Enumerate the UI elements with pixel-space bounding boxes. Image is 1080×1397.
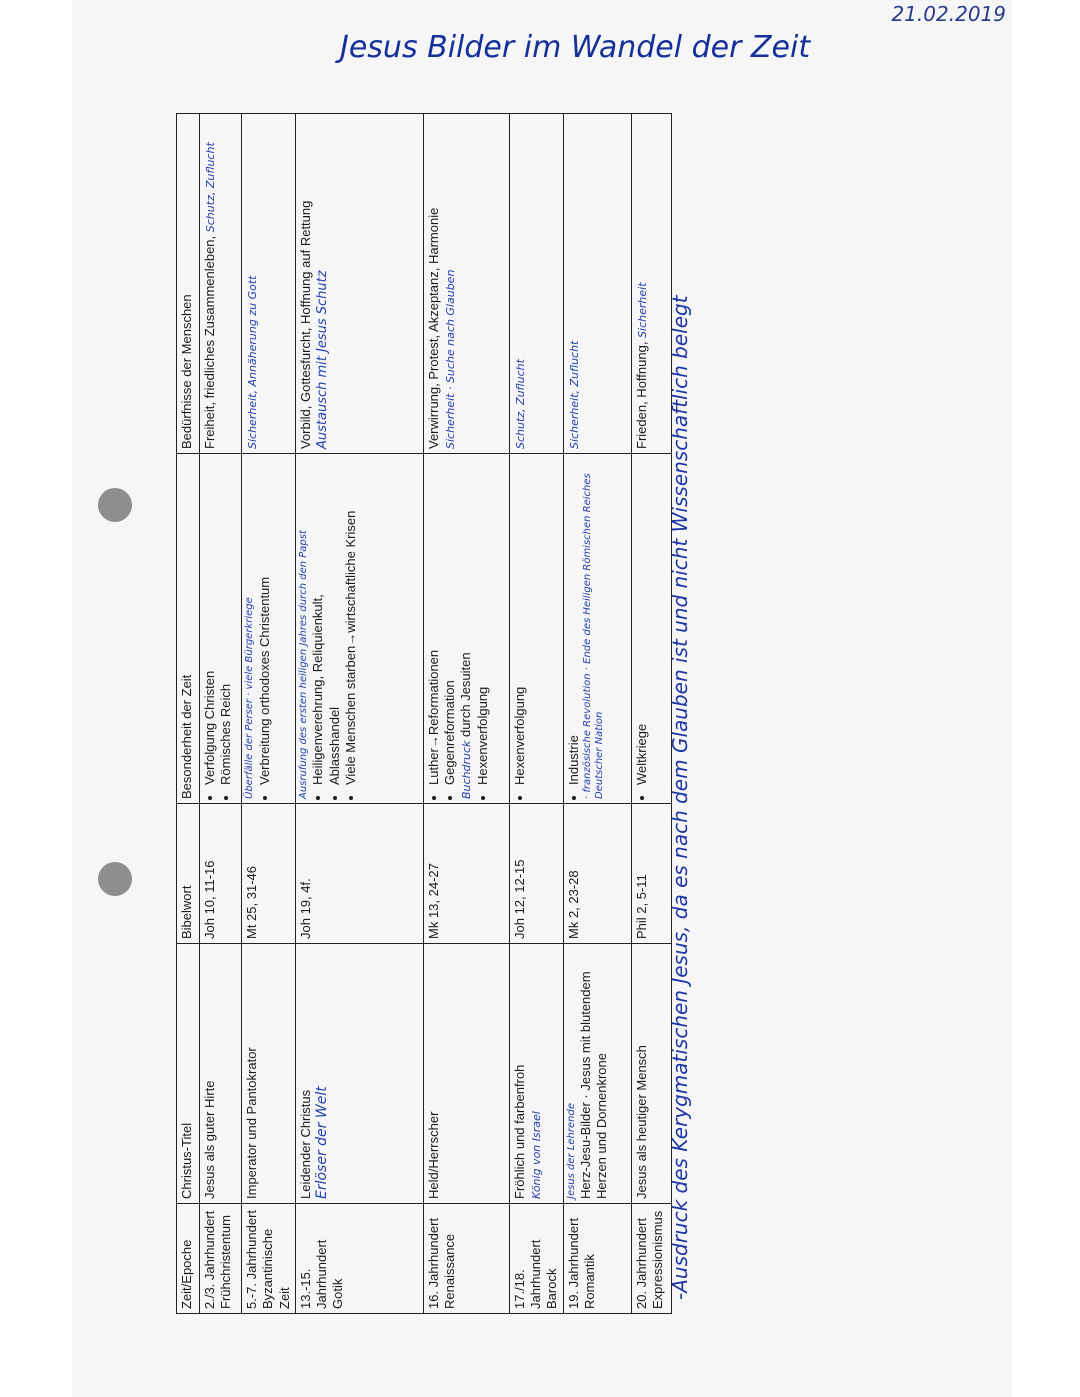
header-title: Christus-Titel (177, 944, 200, 1204)
header-epoch: Zeit/Epoche (177, 1204, 200, 1314)
table-row (631, 114, 671, 1314)
needs-cell: Sicherheit, Zuflucht (563, 114, 631, 454)
special-cell: Ausrufung des ersten heiligen Jahres durch den Papst • Heiligenverehrung, Reliquienkult, • Ablasshandel • Viele Menschen starben→wirtschaftliche Krisen (295, 454, 423, 804)
special-cell: • Industrie · französische Revolution · Ende des Heiligen Römischen Reiches Deutscher Nation (563, 454, 631, 804)
special-cell: • Hexenverfolgung (509, 454, 563, 804)
table-row (200, 114, 242, 1314)
needs-cell: Vorbild, Gottesfurcht, Hoffnung auf Rettung Austausch mit Jesus Schutz (295, 114, 423, 454)
title-cell: Jesus der Lehrende Herz-Jesu-Bilder · Jesus mit blutendem Herzen und Dornenkrone (563, 944, 631, 1204)
bottom-handwritten-note: -Ausdruck des Kerygmatischen Jesus, da es nach dem Glauben ist und nicht Wissenschaftlich belegt (668, 295, 692, 1300)
epoch-table-wrapper (176, 114, 665, 1314)
bible-cell: Joh 12, 12-15 (509, 804, 563, 944)
table-row (295, 114, 423, 1314)
special-cell: • Verfolgung Christen • Römisches Reich (200, 454, 242, 804)
epoch-cell: 16. Jahrhundert Renaissance (423, 1204, 509, 1314)
special-cell: Überfälle der Perser · viele Bürgerkriege • Verbreitung orthodoxes Christentum (242, 454, 296, 804)
epoch-cell: 19. Jahrhundert Romantik (563, 1204, 631, 1314)
title-cell: Imperator und Pantokrator (242, 944, 296, 1204)
header-special: Besonderheit der Zeit (177, 454, 200, 804)
title-cell: Jesus als heutiger Mensch (631, 944, 671, 1204)
bible-cell: Joh 10, 11-16 (200, 804, 242, 944)
epoch-cell: 5.-7. Jahrhundert Byzantinische Zeit (242, 1204, 296, 1314)
table-header-row (177, 114, 200, 1314)
table-row (423, 114, 509, 1314)
needs-cell: Verwirrung, Protest, Akzeptanz, Harmonie Sicherheit · Suche nach Glauben (423, 114, 509, 454)
date-label: 21.02.2019 (891, 2, 1006, 26)
table-row (509, 114, 563, 1314)
bible-cell: Mt 25, 31-46 (242, 804, 296, 944)
special-cell: • Weltkriege (631, 454, 671, 804)
title-cell: Held/Herrscher (423, 944, 509, 1204)
bible-cell: Mk 2, 23-28 (563, 804, 631, 944)
epoch-cell: 13.-15. Jahrhundert Gotik (295, 1204, 423, 1314)
punch-hole-bottom (98, 862, 132, 896)
header-needs: Bedürfnisse der Menschen (177, 114, 200, 454)
page-title: Jesus Bilder im Wandel der Zeit (340, 30, 811, 65)
table-row (563, 114, 631, 1314)
bible-cell: Joh 19, 4f. (295, 804, 423, 944)
punch-hole-top (98, 488, 132, 522)
special-cell: • Luther→Reformationen • Gegenreformation Buchdruck durch Jesuiten • Hexenverfolgung (423, 454, 509, 804)
epoch-cell: 20. Jahrhundert Expressionismus (631, 1204, 671, 1314)
table-row (242, 114, 296, 1314)
needs-cell: Sicherheit, Annäherung zu Gott (242, 114, 296, 454)
epoch-cell: 2./3. Jahrhundert Frühchristentum (200, 1204, 242, 1314)
epoch-cell: 17./18. Jahrhundert Barock (509, 1204, 563, 1314)
needs-cell: Frieden, Hoffnung, Sicherheit (631, 114, 671, 454)
title-cell: Fröhlich und farbenfroh König von Israel (509, 944, 563, 1204)
header-bible: Bibelwort (177, 804, 200, 944)
needs-cell: Schutz, Zuflucht (509, 114, 563, 454)
bible-cell: Mk 13, 24-27 (423, 804, 509, 944)
needs-cell: Freiheit, friedliches Zusammenleben, Schutz, Zuflucht (200, 114, 242, 454)
epoch-table (176, 113, 672, 1314)
bible-cell: Phil 2, 5-11 (631, 804, 671, 944)
title-cell: Jesus als guter Hirte (200, 944, 242, 1204)
title-cell: Leidender Christus Erlöser der Welt (295, 944, 423, 1204)
